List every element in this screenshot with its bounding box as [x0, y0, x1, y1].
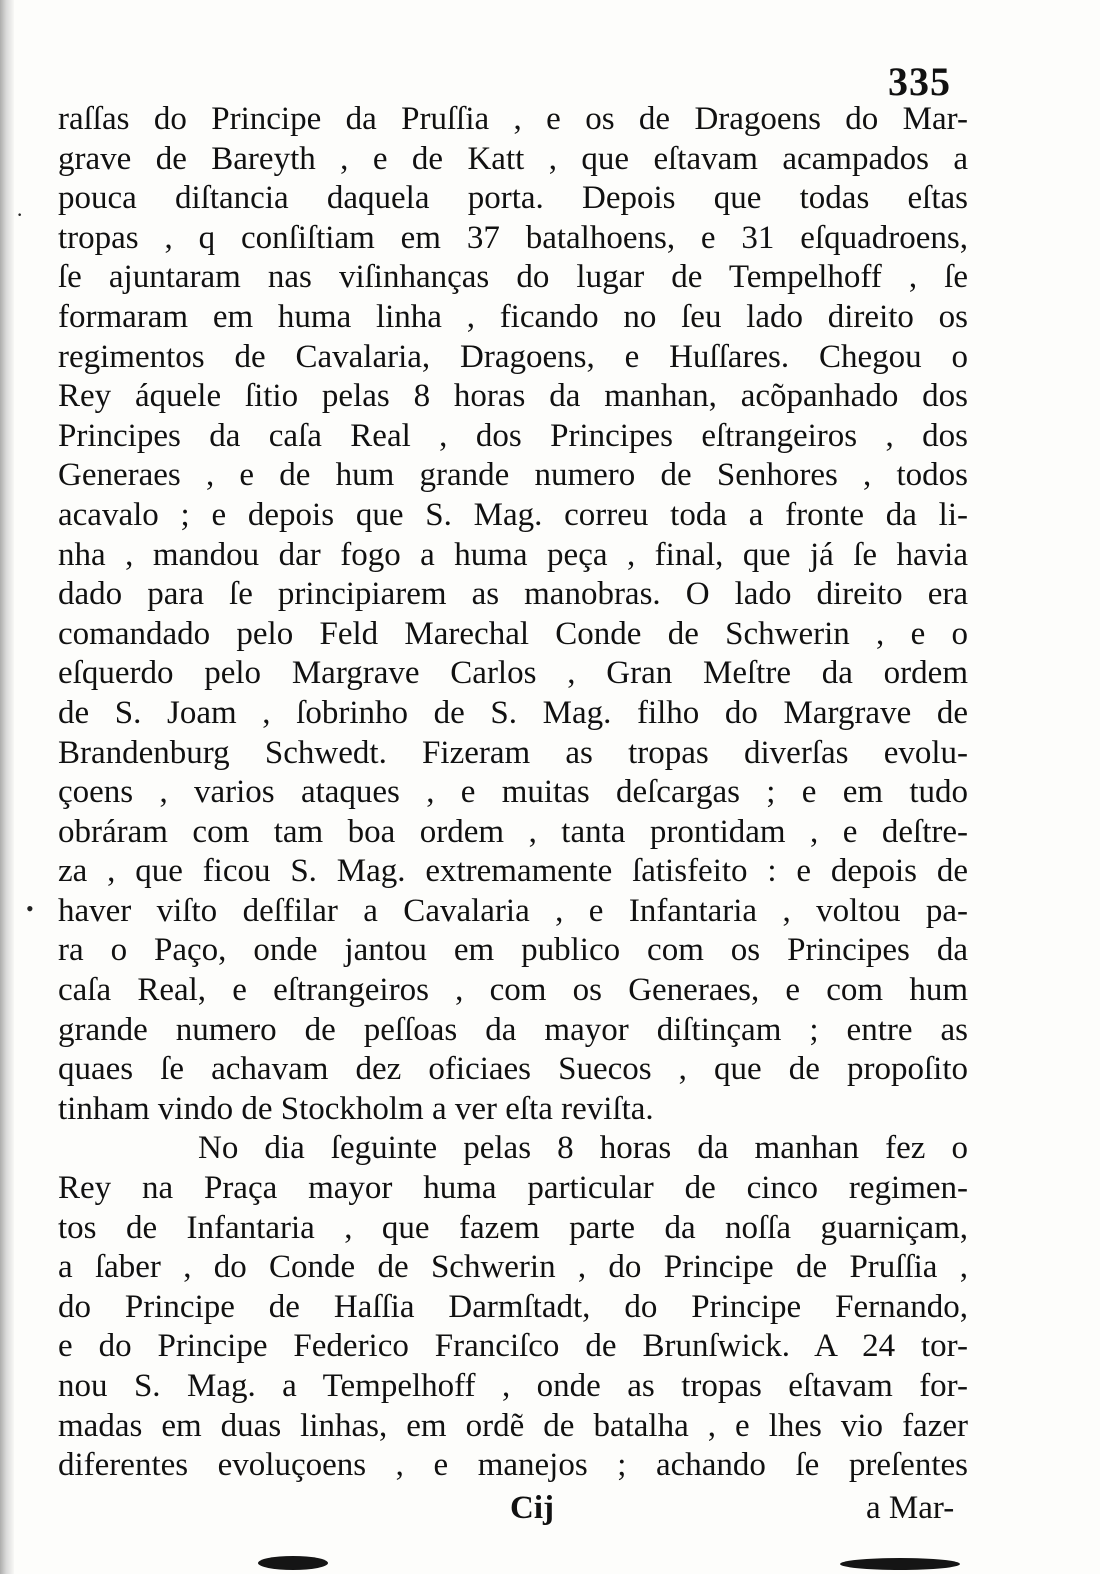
text-line: Rey na Praça mayor huma particular de cinco regimen-	[58, 1170, 968, 1207]
margin-dot: •	[26, 896, 34, 921]
text-line: regimentos de Cavalaria, Dragoens, e Huſſares. Chegou o	[58, 338, 968, 375]
text-line: nou S. Mag. a Tempelhoff , onde as tropas eſtavam for-	[58, 1368, 968, 1404]
text-line: a ſaber , do Conde de Schwerin , do Principe de Pruſſia ,	[58, 1249, 968, 1286]
page-number: 335	[888, 59, 951, 104]
text-line: çoens , varios ataques , e muitas deſcargas ; e em tudo	[58, 774, 968, 811]
text-line: e do Principe Federico Franciſco de Brunſwick. A 24 tor-	[58, 1328, 968, 1365]
text-line: tos de Infantaria , que fazem parte da noſſa guarniçam,	[58, 1209, 968, 1246]
text-line: acavalo ; e depois que S. Mag. correu toda a fronte da li-	[58, 496, 968, 533]
ink-smudge	[258, 1556, 328, 1570]
text-line: grave de Bareyth , e de Katt , que eſtavam acampados a	[58, 140, 968, 177]
text-line: za , que ficou S. Mag. extremamente ſatisfeito : e depois de	[58, 853, 968, 890]
ink-smudge	[840, 1558, 960, 1570]
text-line: formaram em huma linha , ficando no ſeu lado direito os	[58, 298, 968, 335]
signature-mark: Cij	[510, 1490, 554, 1526]
text-line: nha , mandou dar fogo a huma peça , final, que já ſe havia	[58, 536, 968, 573]
text-line: Generaes , e de hum grande numero de Senhores , todos	[58, 457, 968, 494]
text-line: ra o Paço, onde jantou em publico com os Principes da	[58, 932, 968, 969]
body-text	[58, 100, 968, 1486]
text-line: raſſas do Principe da Pruſſia , e os de Dragoens do Mar-	[58, 101, 968, 137]
page-footer	[0, 1488, 1100, 1548]
text-line: eſquerdo pelo Margrave Carlos , Gran Meſtre da ordem	[58, 655, 968, 692]
text-line: diferentes evoluçoens , e manejos ; achando ſe preſentes	[58, 1447, 968, 1484]
text-line: dado para ſe principiarem as manobras. O lado direito era	[58, 576, 968, 613]
text-line: caſa Real, e eſtrangeiros , com os Generaes, e com hum	[58, 972, 968, 1009]
text-line: tinham vindo de Stockholm a ver eſta reviſta.	[58, 1090, 654, 1127]
text-line: No dia ſeguinte pelas 8 horas da manhan fez o	[198, 1130, 968, 1167]
text-line: tropas , q conſiſtiam em 37 batalhoens, e 31 eſquadroens,	[58, 219, 968, 256]
text-line: pouca diſtancia daquela porta. Depois que todas eſtas	[58, 180, 968, 217]
page-binding-edge	[0, 0, 14, 1574]
text-line: comandado pelo Feld Marechal Conde de Schwerin , e o	[58, 615, 968, 652]
text-line: madas em duas linhas, em ordẽ de batalha , e lhes vio fazer	[58, 1407, 968, 1444]
text-line: haver viſto deſfilar a Cavalaria , e Infantaria , voltou pa-	[58, 892, 968, 929]
text-line: quaes ſe achavam dez oficiaes Suecos , que de propoſito	[58, 1051, 968, 1088]
text-line: de S. Joam , ſobrinho de S. Mag. filho do Margrave de	[58, 694, 968, 731]
text-line: Rey áquele ſitio pelas 8 horas da manhan, acõpanhado dos	[58, 378, 968, 415]
margin-dot: ·	[16, 202, 24, 227]
text-line: obráram com tam boa ordem , tanta prontidam , e deſtre-	[58, 813, 968, 850]
text-line: do Principe de Haſſia Darmſtadt, do Principe Fernando,	[58, 1288, 968, 1325]
text-line: ſe ajuntaram nas viſinhanças do lugar de Tempelhoff , ſe	[58, 259, 968, 296]
text-line: grande numero de peſſoas da mayor diſtinçam ; entre as	[58, 1011, 968, 1048]
text-line: Brandenburg Schwedt. Fizeram as tropas diverſas evolu-	[58, 734, 968, 771]
catchword: a Mar-	[866, 1490, 955, 1526]
text-line: Principes da caſa Real , dos Principes eſtrangeiros , dos	[58, 417, 968, 454]
